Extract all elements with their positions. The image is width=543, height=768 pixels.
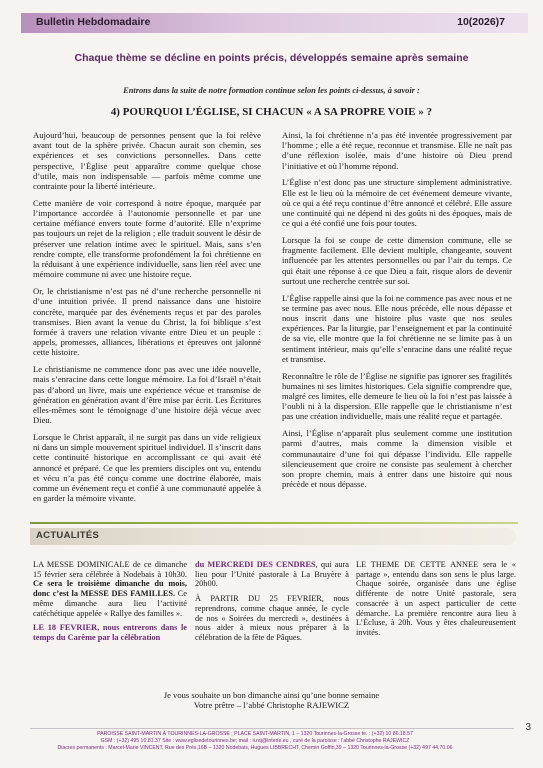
paragraph: Cette manière de voir correspond à notre époque, marquée par l’importance accordée à l’autonomie personnelle et par une certaine méfiance envers toute forme d’autorité. Elle n’exprime pas toujours un rejet de la religion ; elle traduit souvent le désir de préserver une relation intime avec le spirituel. Mais, sans s’en rendre compte, elle transforme profondément la foi chrétienne en la réduisant à une expérience individuelle, sans lien réel avec une mémoire commune ni avec une histoire reçue. [33,197,261,280]
news-item: À PARTIR DU 25 FEVRIER, nous reprendrons, comme chaque année, le cycle de nos « Soirées du mercredi », destinées à nous aider à mieux nous préparer à la célébration de la fête de Pâques. [195,594,349,642]
news-text: Ce même dimanche aura lieu l’activité catéchétique appelée « Rallye des familles ». [33,589,187,618]
article-right-column [282,130,512,496]
news-item [33,560,187,618]
footer-divider [30,728,514,729]
paragraph: L’Église rappelle ainsi que la foi ne commence pas avec nous et ne se termine pas avec nous. Elle nous précède, elle nous dépasse et nous inscrit dans une histoire plus vaste que nos seules expériences. Par la liturgie, par l’enseignement et par la continuité de sa vie, elle montre que la foi chrétienne ne se limite pas à un sentiment intérieur, mais qu’elle s’enracine dans une réalité reçue et transmise. [282,292,512,364]
section-divider [30,522,518,524]
paragraph: Reconnaître le rôle de l’Église ne signifie pas ignorer ses fragilités humaines ni ses limites historiques. Cela signifie comprendre que, malgré ces limites, elle demeure le lieu où la foi n’est pas laissée à l’oubli ni à la dispersion. Elle rappelle que le christianisme n’est pas une création individuelle, mais une réalité reçue et partagée. [282,370,512,422]
issue-number: 10(2026)7 [457,16,505,28]
subtitle: Chaque thème se décline en points précis, développés semaine après semaine [74,52,469,64]
news-item: LE THEME DE CETTE ANNEE sera le « partage », entendu dans son sens le plus large. Chaque soirée, organisée dans une église différente de notre Unité pastorale, sera consacrée à un aspect particulier de cette démarche. La première rencontre aura lieu à L’Écluse, à 20h. Vous y êtes chaleureusement invités. [356,560,516,637]
actualites-column-3 [356,560,516,643]
actualites-band [30,528,516,545]
section-title: 4) POURQUOI L’ÉGLISE, SI CHACUN « A SA PROPRE VOIE » ? [110,106,433,118]
footer-address: PAROISSE SAINT-MARTIN À TOURINNES-LA-GROSSE ; PLACE SAINT-MARTIN, 1 – 1320 Tourinnes-la-Grosse te. : (+32) 10 86.18.57 [97,731,413,737]
footer [0,731,510,752]
paragraph: Aujourd’hui, beaucoup de personnes pensent que la foi relève avant tout de la sphère privée. Chacun aurait son chemin, ses expériences et ses convictions personnelles. Dans cette perspective, l’Église peut apparaître comme quelque chose d’utile, mais non indispensable — parfois même comme une contrainte pour la liberté intérieure. [33,130,261,192]
news-text: , qui aura lieu pour l’Unité pastorale à La Bruyère à 20h00. [195,560,349,589]
paragraph: Le christianisme ne commence donc pas avec une idée nouvelle, mais s’enracine dans cette longue mémoire. La foi d’Israël n’était pas d’abord un livre, mais une expérience vécue et transmise de génération en génération avant d’être mise par écrit. Les Écritures elles-mêmes sont le témoignage d’une histoire déjà vécue avec Dieu. [33,364,261,426]
intro-text: Entrons dans la suite de notre formation continue selon les points ci-dessus, à savoir : [123,86,420,95]
paragraph: Or, le christianisme n’est pas né d’une recherche personnelle ni d’une intuition privée. Il prend naissance dans une histoire concrète, marquée par des événements reçus et par des paroles transmises. Bien avant la venue du Christ, la foi biblique s’est formée à travers une relation vivante entre Dieu et un peuple : appels, promesses, alliances, libérations et épreuves ont jalonné cette histoire. [33,286,261,358]
actualites-column-1 [33,560,187,648]
news-text: LA MESSE DOMINICALE de ce dimanche 15 février sera célébrée à Nodebais à 10h30. [33,560,187,579]
news-highlight: du MERCREDI DES CENDRES [195,560,316,569]
news-item [195,560,349,589]
footer-deacons: Diacres permanents : Marcel-Marie VINCENT, Rue des Prés,16B – 1320 Nodebais, Hugues LIBBRECHT, Chemin Goffin,39 – 1320 Tourinnes-la-Grosse (+32) 497 44.70.06 [57,745,453,752]
page-number: 3 [525,722,531,733]
paragraph: Lorsque le Christ apparaît, il ne surgit pas dans un vide religieux ni dans un simple mouvement spirituel individuel. Il s’inscrit dans cette continuité historique en accomplissant ce qui avait été annoncé et préparé. Ce que les premiers disciples ont vu, entendu et vécu n’a pas été conçu comme une doctrine élaborée, mais comme un événement reçu et confié à une communauté appelée à en garder la mémoire vivante. [33,431,261,504]
paragraph: Ainsi, la foi chrétienne n’a pas été inventée progressivement par l’homme ; elle a été reçue, reconnue et transmise. Elle ne naît pas d’une réflexion isolée, mais d’une histoire où Dieu prend l’initiative et où l’homme répond. [282,130,512,171]
news-highlight: Ce sera le troisième dimanche du mois, donc c’est la MESSE DES FAMILLES. [33,579,187,599]
article-left-column [33,130,261,510]
paragraph: Lorsque la foi se coupe de cette dimension commune, elle se fragmente facilement. Elle devient multiple, changeante, souvent influencée par les attentes personnelles ou par l’air du temps. Ce qui était une réponse à ce que Dieu a fait, risque alors de devenir surtout une recherche centrée sur soi. [282,234,512,286]
bulletin-title: Bulletin Hebdomadaire [36,16,151,28]
signature-name: Votre prêtre – l’abbé Christophe RAJEWICZ [193,700,350,711]
paragraph: L’Église n’est donc pas une structure simplement administrative. Elle est le lieu où la mémoire de cet événement demeure vivante, où ce qui a été reçu continue d’être annoncé et célébré. Elle assure une continuité qui ne dépend ni des goûts ni des époques, mais de ce qui a été confié une fois pour toutes. [282,177,512,229]
paragraph: Ainsi, l’Église n’apparaît plus seulement comme une institution parmi d’autres, mais comme la dimension visible et communautaire d’une foi qui dépasse l’individu. Elle rappelle silencieusement que croire ne consiste pas seulement à chercher son propre chemin, mais à entrer dans une histoire qui nous précède et nous dépasse. [282,428,512,490]
news-item: LE 18 FEVRIER, nous entrerons dans le temps du Carême par la célébration [33,623,187,642]
signature [0,690,543,711]
actualites-heading: ACTUALITÉS [36,530,100,541]
actualites-column-2 [195,560,349,648]
footer-contact: GSM : (+32) 495 10.81.37 Site : www.eglisedetourinnes.be; mail : ii.raj@interie.eu , curé de la paroisse : l’abbé Christophe RAJEWICZ [100,738,410,745]
signature-greeting: Je vous souhaite un bon dimanche ainsi qu’une bonne semaine [163,690,380,700]
